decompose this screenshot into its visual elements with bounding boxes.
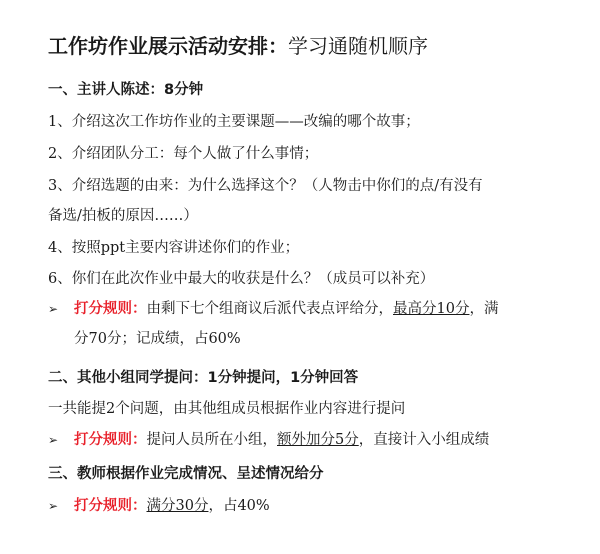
title-bold-part: 工作坊作业展示活动安排： (48, 34, 288, 58)
arrow-bullet-icon: ➢ (48, 302, 59, 316)
section3-heading: 三、教师根据作业完成情况、呈述情况给分 (48, 466, 324, 482)
scoring-rule-label: 打分规则： (74, 498, 147, 514)
scoring-rule-underlined: 最高分10分 (393, 301, 470, 317)
scoring-rule-text-end: ，占40% (208, 498, 270, 514)
section1-item-4: 4、按照ppt主要内容讲述你们的作业； (48, 240, 300, 256)
arrow-bullet-icon: ➢ (48, 499, 59, 513)
scoring-rule-underlined: 额外加分5分 (277, 432, 359, 448)
section1-item-3: 3、介绍选题的由来：为什么选择这个？（人物击中你们的点/有没有 (48, 178, 483, 194)
scoring-rule-underlined: 满分30分 (146, 498, 209, 514)
section1-item-2: 2、介绍团队分工：每个人做了什么事情； (48, 146, 319, 162)
document-title (48, 30, 588, 59)
scoring-rule-text: 由剩下七个组商议后派代表点评给分， (146, 301, 393, 317)
section2-heading: 二、其他小组同学提问：1分钟提问，1分钟回答 (48, 370, 359, 386)
scoring-rule-text-end: ，满 (469, 301, 499, 317)
section2-line: 一共能提2个问题，由其他组成员根据作业内容进行提问 (48, 401, 406, 417)
scoring-rule-text-end: ，直接计入小组成绩 (358, 432, 490, 448)
scoring-rule-text: 提问人员所在小组， (146, 432, 277, 448)
scoring-rule-label: 打分规则： (74, 432, 147, 448)
section3-scoring-rule (48, 494, 270, 515)
section1-scoring-rule (48, 297, 498, 318)
arrow-bullet-icon: ➢ (48, 433, 59, 447)
section1-item-6: 6、你们在此次作业中最大的收获是什么？（成员可以补充） (48, 271, 435, 287)
section1-item-3-cont: 备选/拍板的原因……） (48, 208, 198, 224)
section2-scoring-rule (48, 428, 489, 449)
title-normal-part: 学习通随机顺序 (288, 34, 428, 58)
section1-item-1: 1、介绍这次工作坊作业的主要课题——改编的哪个故事； (48, 114, 420, 130)
section1-heading: 一、主讲人陈述：8分钟 (48, 82, 204, 98)
section1-scoring-rule-cont: 分70分；记成绩，占60% (74, 331, 241, 347)
scoring-rule-label: 打分规则： (74, 301, 147, 317)
